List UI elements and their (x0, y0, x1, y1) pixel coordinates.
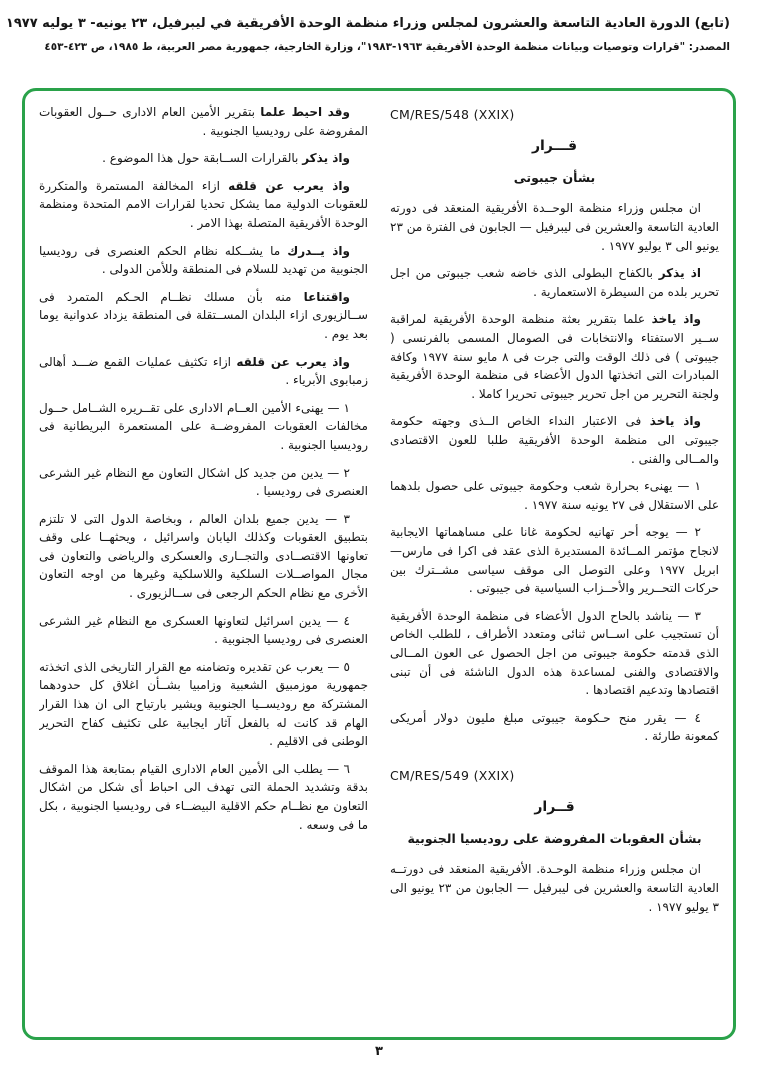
paragraph-lead: واذ يعرب عن قلقه (236, 354, 350, 369)
paragraph (39, 464, 368, 501)
paragraph-lead: اذ يذكر (658, 266, 701, 281)
paragraph-lead: واذ يذكر (302, 151, 350, 166)
paragraph-text: ما يشــكله نظام الحكم العنصرى فى روديسيا الجنوبية من تهديد للسلام فى المنطقة وللأمن الدولى . (39, 243, 368, 277)
column-right (390, 103, 719, 1025)
paragraph (39, 612, 368, 649)
paragraph-text: ٦ — يطلب الى الأمين العام الادارى القيام بمتابعة هذا الموقف بدقة وتشديد الحملة التى تهدف الى احباط أى شكل من اشكال التعاون مع نظــام حكم الاقلية البيضــاء فى روديسيا الجنوبية ، بكل ما فى وسعه . (39, 761, 368, 832)
paragraph-text: ١ — يهنىء الأمين العــام الادارى على تقــريره الشــامل حــول مخالفات العقوبات المفروضــة على المستعمرة البريطانية فى روديسيا الجنوبية . (39, 400, 368, 452)
paragraph-text: ازاء المخالفة المستمرة والمتكررة للعقوبات الدولية مما يشكل تحديا لقرارات الامم المتحدة ومنظمة الوحدة الأفريقية المتصلة بهذا الامر . (39, 178, 368, 230)
paragraph (39, 242, 368, 279)
paragraph-text: ١ — يهنىء بحرارة شعب وحكومة جيبوتى على حصول بلدهما على الاستقلال فى ٢٧ يونيه سنة ١٩٧٧ . (390, 479, 719, 512)
paragraph-text: ٤ — يقرر منح حـكومة جيبوتى مبلغ مليون دولار أمريكى كمعونة طارئة . (390, 710, 719, 744)
paragraph (39, 399, 368, 455)
paragraph-text: ان مجلس وزراء منظمة الوحــدة الأفريقية المنعقد فى دورته العادية التاسعة والعشرين فى ليبرفيل — الجابون فى الفترة من ٢٣ يونيو الى ٣ يوليو ١٩٧٧ . (390, 201, 719, 253)
paragraph-text: فى الاعتبار النداء الخاص الــذى وجهته حكومة جيبوتى الى منظمة الوحدة الأفريقية طلبا للعون الاقتصادى والمــالى والفنى . (390, 414, 719, 466)
paragraph (39, 510, 368, 603)
paragraph-text: منه بأن مسلك نظــام الحـكم المتمرد فى ســالزيورى ازاء البلدان المســتقلة فى المنطقة يزداد عدوانية يوما بعد يوم . (39, 289, 368, 341)
paragraph (39, 760, 368, 834)
paragraph (39, 177, 368, 233)
paragraph (390, 264, 719, 301)
paragraph-text: ان مجلس وزراء منظمة الوحـدة. الأفريقية المنعقد فى دورتــه العادية التاسعة والعشرين فى ليبرفيل — الجابون من ٢٣ يونيو الى ٣ يوليو ١٩٧٧ . (390, 862, 719, 914)
page-header (5, 14, 730, 57)
page-number: ٣ (375, 1044, 383, 1059)
paragraph-text: ٣ — يدين جميع بلدان العالم ، وبخاصة الدول التى لا تلتزم بتطبيق العقوبات وكذلك اليابان واسرائيل ، ويحثهــا على وقف تعاونها الاقتصــادى والتجــارى والعسكرى والرياضى والتعاون فى مجال المواصــلات السلكية واللاسلكية وغيرها من اوجه التعاون الأخرى مع نظام الحكم الرجعى فى ســالزيورى . (39, 511, 368, 601)
paragraph-text: بتقرير الأمين العام الادارى حــول العقوبات المفروضة على روديسيا الجنوبية . (39, 105, 368, 138)
paragraph-text: بالقرارات الســابقة حول هذا الموضوع . (102, 151, 299, 166)
paragraph-lead: واذ يعرب عن قلقه (228, 178, 350, 193)
paragraph-lead: واذ ياخذ (649, 414, 701, 429)
paragraph-text: بالكفاح البطولى الذى خاضه شعب جيبوتى من اجل تحرير بلده من السيطرة الاستعمارية . (390, 266, 719, 299)
paragraph-text: ٤ — يدين اسرائيل لتعاونها العسكرى مع النظام غير الشرعى العنصرى فى روديسيا الجنوبية . (39, 613, 368, 647)
paragraph (390, 199, 719, 255)
paragraph-lead: واذ ياخذ (651, 312, 701, 327)
paragraph (390, 860, 719, 916)
paragraph-text: ٢ — يدين من جديد كل اشكال التعاون مع النظام غير الشرعى العنصرى فى روديسيا . (39, 465, 368, 499)
paragraph (39, 149, 368, 168)
paragraph (390, 412, 719, 468)
paragraph-lead: واقتناعا (303, 289, 350, 304)
header-title: (تابع) الدورة العادية التاسعة والعشرون لمجلس وزراء منظمة الوحدة الأفريقية في ليبرفيل، ٢٣ يونيه- ٣ يوليه ١٩٧٧ (5, 16, 730, 31)
paragraph (39, 103, 368, 140)
paragraph (390, 523, 719, 597)
paragraph (390, 709, 719, 746)
resolution-549-title: قــرار (534, 799, 575, 816)
paragraph (39, 288, 368, 344)
two-column-layout (39, 103, 719, 1025)
resolution-code-548: CM/RES/548 (XXIX) (390, 107, 515, 122)
paragraph-text: ٣ — يناشد بالحاح الدول الأعضاء فى منظمة الوحدة الأفريقية أن تستجيب على اســاس ثنائى ومتعدد الأطراف ، للطلب الخاص الذى قدمته حكومة جيبوتى من اجل الحصول عى العون المــالى والاقتصادى والفنى لمساعدة هذه الدول الناشئة فى أن تبنى اقتصادها وتدعيم اقتصادها . (390, 608, 719, 698)
resolution-548-title: قـــرار (531, 138, 578, 155)
paragraph-text: ازاء تكثيف عمليات القمع ضـــد أهالى زمبابوى الأبرياء . (39, 354, 368, 388)
paragraph (390, 607, 719, 700)
paragraph-text: ٥ — يعرب عن تقديره وتضامنه مع القرار التاريخى الذى اتخذته جمهورية موزمبيق الشعبية وزامبيا بشــأن اغلاق كل حدودهما المشتركة مع روديســيا الجنوبية ويشير بارتياح الى ان هذا القرار الهام قد كانت له بالفعل آثار ايجابية على تكثيف كفاح التحرير الوطنى فى الاقليم . (39, 659, 368, 749)
column-left (39, 103, 368, 1025)
resolution-code-549: CM/RES/549 (XXIX) (390, 767, 515, 783)
paragraph-lead: وقد احيط علما (260, 105, 350, 119)
paragraph (390, 477, 719, 514)
paragraph (39, 353, 368, 390)
header-source: المصدر: "قرارات وتوصيات وبيانات منظمة الوحدة الأفريقية ١٩٦٣-١٩٨٣"، وزارة الخارجية، جمهورية مصر العربية، ط ١٩٨٥، ص ٤٢٣-٤٥٣ (44, 40, 730, 53)
resolution-549-subtitle: بشأن العقوبات المفروضة على روديسيا الجنوبية (407, 830, 702, 846)
paragraph-lead: واذ يــدرك (287, 243, 350, 258)
paragraph-text: ٢ — يوجه أحر تهانيه لحكومة غانا على مساهماتها الايجابية لانجاح مؤتمر المــائدة المستديرة الذى عقد فى اكرا فى مارس— ابريل ١٩٧٧ وعلى التوصل الى موقف سياسى مشــترك بين حركات التحــرير والأحــزاب السياسية فى جيبوتى . (390, 525, 719, 596)
document-green-frame (22, 88, 736, 1040)
resolution-548-subtitle: بشأن جيبوتى (513, 170, 596, 186)
paragraph (390, 310, 719, 403)
paragraph-text: علما بتقرير بعثة منظمة الوحدة الأفريقية لمراقبة ســير الاستفتاء والانتخابات فى الصومال المسمى بالفرنسى ( جيبوتى ) فى ذلك الوقت والتى جرت فى ٨ مايو سنة ١٩٧٧ وكافة المبادرات التى اتخذتها الدول الأعضاء فى منظمة الوحدة الأفريقية ولجنة التحرير من اجل تحرير جيبوتى تحريرا كاملا . (390, 312, 719, 401)
paragraph (39, 658, 368, 751)
